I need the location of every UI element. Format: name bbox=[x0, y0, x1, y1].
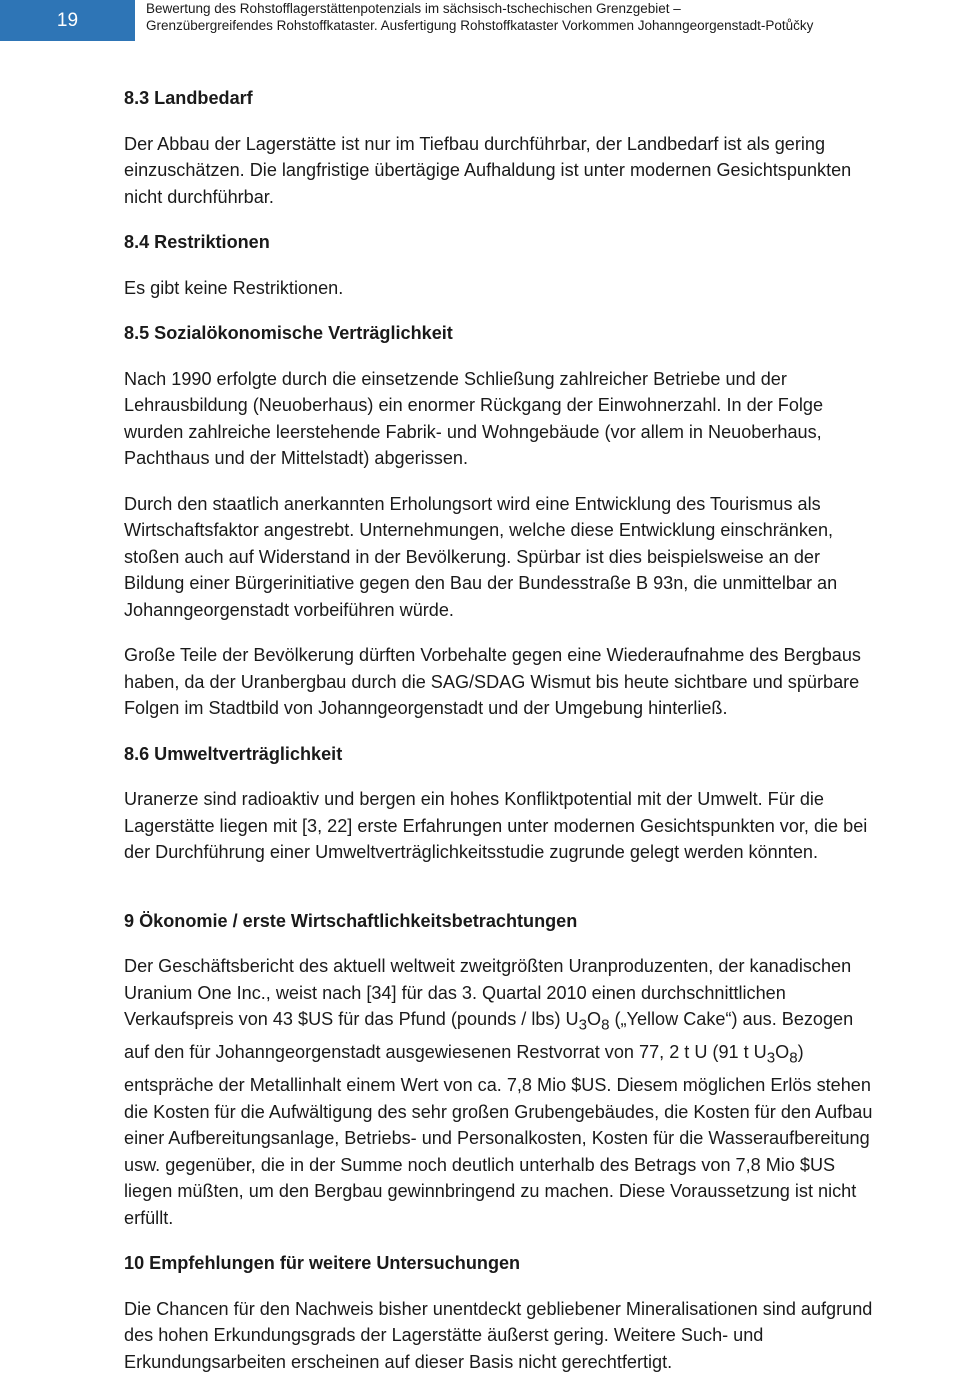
text-line: liegen müßten, um den Bergbau gewinnbringend zu machen. Diese Voraussetzung ist nicht bbox=[124, 1181, 857, 1202]
text-line: Uranium One Inc., weist nach [34] für das 3. Quartal 2010 einen durchschnittlichen bbox=[124, 982, 786, 1003]
text-line: Der Abbau der Lagerstätte ist nur im Tiefbau durchführbar, der Landbedarf ist als gering bbox=[124, 133, 826, 154]
running-header-line-2: Grenzübergreifendes Rohstoffkataster. Ausfertigung Rohstoffkataster Vorkommen Johanngeorgenstadt-Potůčky bbox=[146, 18, 814, 33]
subscript: 3 bbox=[578, 1016, 587, 1034]
heading-9: 9 Ökonomie / erste Wirtschaftlichkeitsbetrachtungen bbox=[124, 910, 578, 931]
paragraph-8-4: Es gibt keine Restriktionen. bbox=[124, 277, 344, 298]
running-header-line-1: Bewertung des Rohstofflagerstättenpotenzials im sächsisch-tschechischen Grenzgebiet – bbox=[146, 1, 681, 16]
heading-8-4: 8.4 Restriktionen bbox=[124, 232, 270, 252]
running-header bbox=[146, 0, 813, 34]
text-run: auf den für Johanngeorgenstadt ausgewiesenen Restvorrat von 77, 2 t U (91 t U bbox=[124, 1042, 767, 1063]
text-line bbox=[124, 1009, 854, 1034]
text-line: Wirtschaftsfaktor angestrebt. Unternehmungen, welche diese Entwicklung einschränken, bbox=[124, 520, 834, 540]
text-line: nicht durchführbar. bbox=[124, 186, 274, 207]
paragraph-8-6 bbox=[124, 786, 956, 866]
text-run: O bbox=[587, 1009, 602, 1029]
text-line: des hohen Erkundungsgrads der Lagerstätte äußerst gering. Weitere Such- und bbox=[124, 1325, 764, 1346]
paragraph-8-3 bbox=[124, 131, 956, 211]
page-number: 19 bbox=[0, 0, 135, 41]
paragraph-8-5-1 bbox=[124, 366, 956, 472]
paragraph-8-5-3 bbox=[124, 642, 956, 722]
text-run: („Yellow Cake“) aus. Bezogen bbox=[609, 1009, 854, 1029]
text-line: der Durchführung einer Umweltverträglichkeitsstudie zugrunde gelegt werden könnten. bbox=[124, 842, 818, 862]
subscript: 3 bbox=[766, 1049, 776, 1067]
text-line: Lagerstätte liegen mit [3, 22] erste Erfahrungen unter modernen Gesichtspunkten vor, die bei bbox=[124, 815, 868, 836]
text-line: Lehrausbildung (Neuoberhaus) ein enormer Rückgang der Einwohnerzahl. In der Folge bbox=[124, 395, 824, 415]
text-line: Der Geschäftsbericht des aktuell weltweit zweitgrößten Uranproduzenten, der kanadischen bbox=[124, 956, 852, 976]
text-line: Pachthaus und der Mittelstadt) abgerissen. bbox=[124, 448, 468, 468]
text-line: Bildung einer Bürgerinitiative gegen den Bau der Bundesstraße B 93n, die unmittelbar an bbox=[124, 573, 838, 593]
text-line: einzuschätzen. Die langfristige übertägige Aufhaldung ist unter modernen Gesichtspunkten bbox=[124, 160, 852, 180]
paragraph-10 bbox=[124, 1296, 956, 1375]
text-line: Durch den staatlich anerkannten Erholungsort wird eine Entwicklung des Tourismus als bbox=[124, 493, 821, 514]
text-line: stoßen auch auf Widerstand in der Bevölkerung. Spürbar ist dies beispielsweise an der bbox=[124, 546, 820, 567]
text-line: Erkundungsarbeiten erscheinen auf dieser Basis nicht gerechtfertigt. bbox=[124, 1351, 673, 1372]
heading-10: 10 Empfehlungen für weitere Untersuchungen bbox=[124, 1253, 521, 1274]
text-line: Nach 1990 erfolgte durch die einsetzende Schließung zahlreicher Betriebe und der bbox=[124, 368, 787, 389]
text-run: Verkaufspreis von 43 $US für das Pfund (pounds / lbs) U bbox=[124, 1009, 579, 1029]
text-line: haben, da der Uranbergbau durch die SAG/SDAG Wismut bis heute sichtbare und spürbare bbox=[124, 671, 860, 692]
text-line: Folgen im Stadtbild von Johanngeorgenstadt und der Umgebung hinterließ. bbox=[124, 698, 728, 718]
subscript: 8 bbox=[789, 1049, 798, 1067]
text-line: Johanngeorgenstadt vorbeiführen würde. bbox=[124, 599, 454, 620]
text-line: Die Chancen für den Nachweis bisher unentdeckt gebliebener Mineralisationen sind aufgrund bbox=[124, 1298, 873, 1319]
text-line: Uranerze sind radioaktiv und bergen ein hohes Konfliktpotential mit der Umwelt. Für die bbox=[124, 789, 824, 809]
heading-8-5: 8.5 Sozialökonomische Verträglichkeit bbox=[124, 323, 453, 343]
text-line bbox=[124, 1042, 804, 1067]
text-line: wurden zahlreiche leerstehende Fabrik- und Wohngebäude (vor allem in Neuoberhaus, bbox=[124, 421, 822, 442]
document-body bbox=[124, 85, 956, 1375]
text-line: Große Teile der Bevölkerung dürften Vorbehalte gegen eine Wiederaufnahme des Bergbaus bbox=[124, 645, 861, 665]
text-run: ) bbox=[797, 1042, 804, 1063]
text-line: entspräche der Metallinhalt einem Wert von ca. 7,8 Mio $US. Diesem möglichen Erlös stehen bbox=[124, 1075, 871, 1096]
text-line: einer Aufbereitungsanlage, Betriebs- und Personalkosten, Kosten für die Wasseraufbereitung bbox=[124, 1128, 870, 1149]
subscript: 8 bbox=[601, 1016, 610, 1034]
text-line: erfüllt. bbox=[124, 1207, 174, 1228]
text-run: O bbox=[775, 1042, 790, 1063]
text-line: die Kosten für die Aufwältigung des sehr großen Grubengebäudes, die Kosten für den Aufbau bbox=[124, 1101, 873, 1122]
paragraph-9 bbox=[124, 953, 956, 1231]
heading-8-6: 8.6 Umweltverträglichkeit bbox=[124, 743, 343, 764]
heading-8-3: 8.3 Landbedarf bbox=[124, 88, 253, 108]
page-header bbox=[0, 0, 960, 44]
text-line: usw. gegenüber, die in der Summe noch deutlich unterhalb des Betrags von 7,8 Mio $US bbox=[124, 1154, 836, 1175]
paragraph-8-5-2 bbox=[124, 491, 956, 624]
